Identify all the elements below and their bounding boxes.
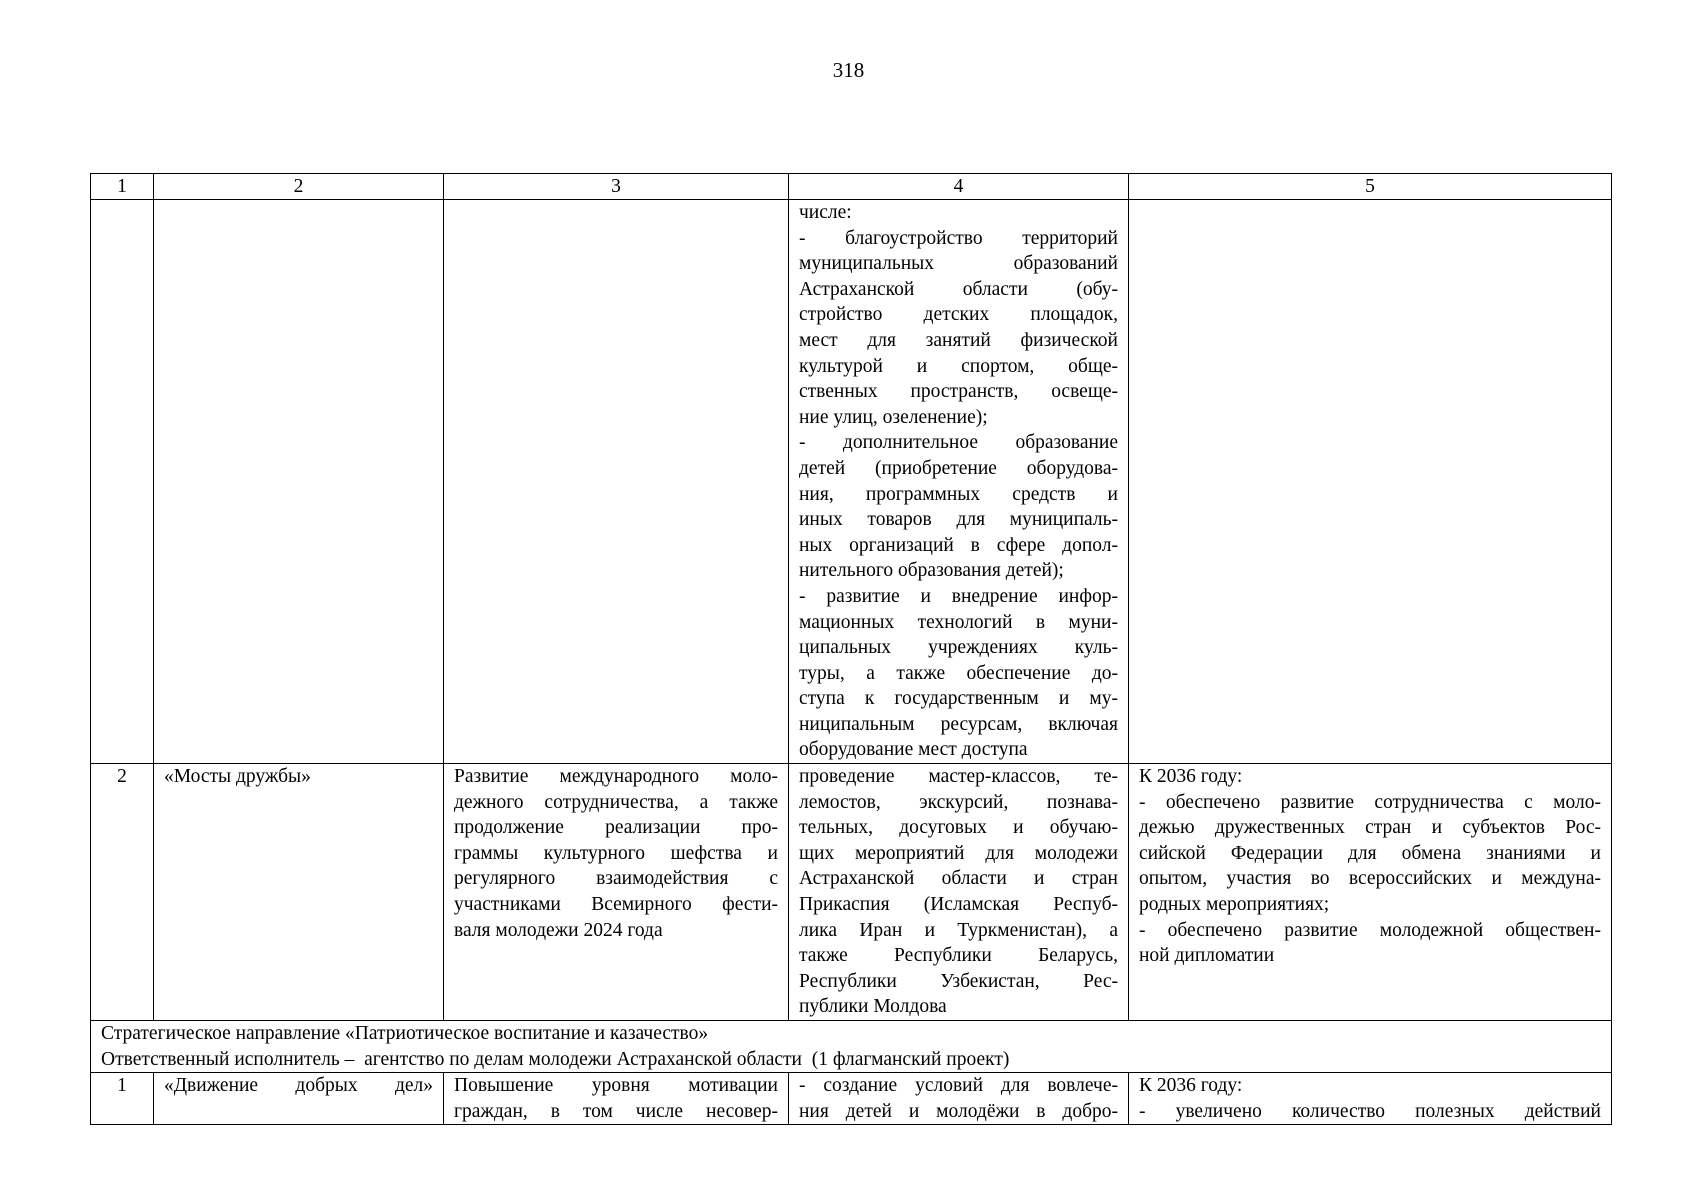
text-line: мационных технологий в муни- (799, 611, 1118, 633)
text-line: также Республики Беларусь, (799, 945, 1118, 967)
cell-num: 2 (91, 764, 154, 1021)
text-line: Прикаспия (Исламская Респуб- (799, 894, 1118, 916)
text-line: регулярного взаимодействия с (454, 868, 778, 890)
section-header-row (91, 1021, 1612, 1073)
table-row-dvizhenie-dobrykh-del (91, 1073, 1612, 1125)
cell-activities (789, 764, 1129, 1021)
cell-name: «Мосты дружбы» (154, 764, 444, 1021)
cell-name (154, 200, 444, 764)
text-line: Астраханской области (обу- (799, 278, 1118, 300)
text-line: К 2036 году: (1139, 766, 1243, 788)
text-line: - создание условий для вовлече- (799, 1075, 1118, 1097)
header-col-1: 1 (91, 174, 154, 200)
text-line: участниками Всемирного фести- (454, 894, 778, 916)
text-line: валя молодежи 2024 года (454, 919, 663, 941)
text-line: Развитие международного моло- (454, 766, 778, 788)
text-line: туры, а также обеспечение до- (799, 662, 1118, 684)
text-line: «Движение добрых дел» (164, 1075, 433, 1097)
text-line: ния, программных средств и (799, 483, 1118, 505)
table-row-continuation (91, 200, 1612, 764)
text-line: - увеличено количество полезных действий (1139, 1100, 1601, 1122)
header-col-2: 2 (154, 174, 444, 200)
text-line: оборудование мест доступа (799, 739, 1028, 761)
text-line: щих мероприятий для молодежи (799, 842, 1118, 864)
text-line: иных товаров для муниципаль- (799, 509, 1118, 531)
text-line: ципальных учреждениях куль- (799, 637, 1118, 659)
text-line: граммы культурного шефства и (454, 842, 778, 864)
strategy-table (90, 173, 1612, 1125)
text-line: муниципальных образований (799, 253, 1118, 275)
cell-description (444, 1073, 789, 1125)
header-col-5: 5 (1129, 174, 1612, 200)
text-line: нительного образования детей); (799, 560, 1064, 582)
cell-num (91, 200, 154, 764)
text-line: публики Молдова (799, 996, 947, 1018)
text-line: Астраханской области и стран (799, 868, 1118, 890)
text-line: тельных, досуговых и обучаю- (799, 817, 1118, 839)
cell-results (1129, 200, 1612, 764)
text-line: опытом, участия во всероссийских и междуна- (1139, 868, 1601, 890)
cell-name (154, 1073, 444, 1125)
text-line: лика Иран и Туркменистан), а (799, 919, 1118, 941)
text-line: - обеспечено развитие сотрудничества с моло- (1139, 791, 1601, 813)
cell-activities (789, 200, 1129, 764)
text-line: - обеспечено развитие молодежной обществен- (1139, 919, 1601, 941)
text-line: сийской Федерации для обмена знаниями и (1139, 842, 1601, 864)
text-line: ных организаций в сфере допол- (799, 534, 1118, 556)
text-line: мест для занятий физической (799, 329, 1118, 351)
text-line: продолжение реализации про- (454, 817, 778, 839)
section-header (91, 1021, 1612, 1073)
text-line: проведение мастер-классов, те- (799, 766, 1118, 788)
header-row (91, 174, 1612, 200)
text-line: ной дипломатии (1139, 945, 1275, 967)
text-line: стройство детских площадок, (799, 304, 1118, 326)
text-line: Республики Узбекистан, Рес- (799, 970, 1118, 992)
cell-description (444, 764, 789, 1021)
table-row-mosty-druzhby (91, 764, 1612, 1021)
text-line: ственных пространств, освеще- (799, 381, 1118, 403)
text-line: детей (приобретение оборудова- (799, 457, 1118, 479)
text-line: К 2036 году: (1139, 1075, 1243, 1097)
section-direction: Стратегическое направление «Патриотическое воспитание и казачество» (101, 1023, 709, 1045)
text-line: ступа к государственным и му- (799, 688, 1118, 710)
cell-results (1129, 1073, 1612, 1125)
cell-description (444, 200, 789, 764)
section-executor: Ответственный исполнитель – агентство по делам молодежи Астраханской области (1 флагманский проект) (101, 1048, 1010, 1070)
text-line: дежного сотрудничества, а также (454, 791, 778, 813)
text-line: ниципальным ресурсам, включая (799, 713, 1118, 735)
text-line: ния детей и молодёжи в добро- (799, 1100, 1118, 1122)
text-line: дежью дружественных стран и субъектов Рос- (1139, 817, 1601, 839)
cell-activities (789, 1073, 1129, 1125)
text-line: родных мероприятиях; (1139, 894, 1330, 916)
cell-num: 1 (91, 1073, 154, 1125)
text-line: - благоустройство территорий (799, 227, 1118, 249)
text-line: лемостов, экскурсий, познава- (799, 791, 1118, 813)
text-line: ние улиц, озеленение); (799, 406, 988, 428)
header-col-4: 4 (789, 174, 1129, 200)
text-line: - дополнительное образование (799, 432, 1118, 454)
header-col-3: 3 (444, 174, 789, 200)
text-line: - развитие и внедрение инфор- (799, 585, 1118, 607)
page-number: 318 (832, 58, 865, 82)
text-line: культурой и спортом, обще- (799, 355, 1118, 377)
text-line: Повышение уровня мотивации (454, 1075, 778, 1097)
text-line: числе: (799, 202, 852, 223)
text-line: граждан, в том числе несовер- (454, 1100, 778, 1122)
cell-results (1129, 764, 1612, 1021)
